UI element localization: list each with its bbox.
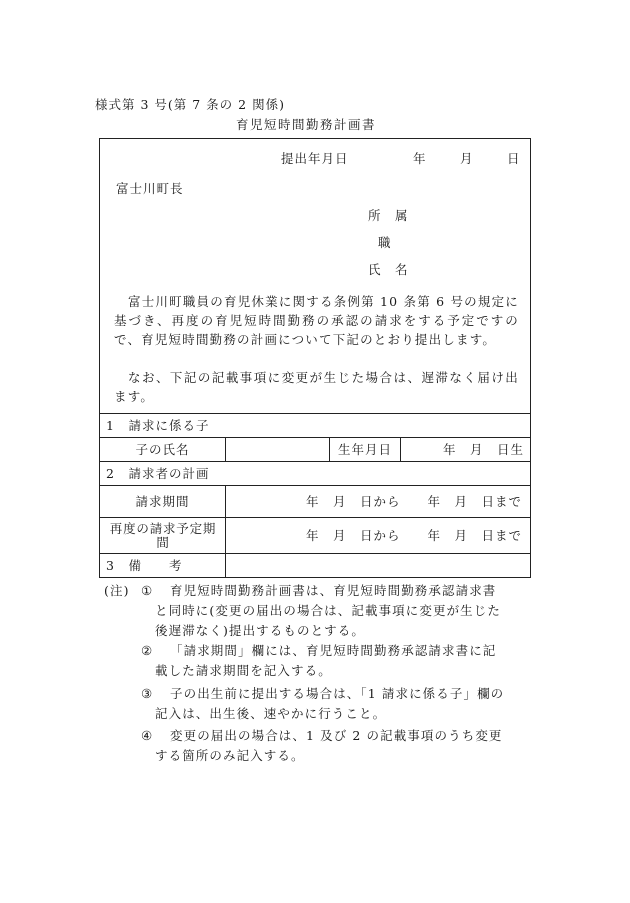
redo-period-label: 再度の請求予定期間 [109, 520, 217, 550]
redo-period-value[interactable]: 年 月 日から 年 月 日まで [305, 527, 522, 543]
birth-date-value[interactable]: 年 月 日生 [442, 441, 524, 457]
child-name-label: 子の氏名 [135, 441, 190, 457]
note-1-mark: ① [141, 583, 154, 598]
section-2-heading: 2 請求者の計画 [106, 465, 210, 481]
note-2-line-2: 載した請求期間を記入する。 [155, 663, 332, 678]
note-2-mark: ② [141, 643, 154, 658]
note-4-mark: ④ [141, 728, 154, 743]
request-period-label: 請求期間 [135, 493, 190, 509]
note-1-line-2: と同時に(変更の届出の場合は、記載事項に変更が生じた [155, 603, 501, 618]
form-label: 様式第 3 号(第 7 条の 2 関係) [95, 97, 285, 112]
date-year-label: 年 [413, 151, 427, 166]
note-3-mark: ③ [141, 686, 154, 701]
body-paragraph-2: なお、下記の記載事項に変更が生じた場合は、遅滞なく届け出ます。 [114, 370, 519, 404]
date-month-label: 月 [460, 151, 474, 166]
name-label: 氏 名 [368, 262, 409, 277]
body-paragraph-1: 富士川町職員の育児休業に関する条例第 10 条第 6 号の規定に基づき、再度の育児短時間勤務の承認の請求をする予定ですので、育児短時間勤務の計画について下記のとおり提出します。 [114, 294, 519, 347]
section-3-heading: 3 備 考 [106, 557, 183, 573]
request-period-value[interactable]: 年 月 日から 年 月 日まで [305, 493, 522, 509]
remarks-field[interactable] [226, 554, 530, 577]
note-1-line-1: 育児短時間勤務計画書は、育児短時間勤務承認請求書 [170, 583, 497, 598]
date-day-label: 日 [507, 151, 521, 166]
birth-date-label: 生年月日 [337, 441, 392, 457]
section-1-heading: 1 請求に係る子 [106, 417, 210, 433]
position-label: 職 [378, 235, 392, 250]
child-name-field[interactable] [226, 438, 329, 461]
notes-prefix: (注) [104, 583, 130, 598]
note-1-line-3: 後遅滞なく)提出するものとする。 [155, 623, 365, 638]
form-table [99, 138, 531, 578]
note-4-line-2: する箇所のみ記入する。 [155, 748, 305, 763]
note-3-line-2: 記入は、出生後、速やかに行うこと。 [155, 706, 387, 721]
note-3-line-1: 子の出生前に提出する場合は、「1 請求に係る子」欄の [170, 686, 505, 701]
addressee: 富士川町長 [116, 181, 184, 196]
document-title: 育児短時間勤務計画書 [236, 117, 377, 132]
submission-date-label: 提出年月日 [281, 151, 349, 166]
note-2-line-1: 「請求期間」欄には、育児短時間勤務承認請求書に記 [170, 643, 497, 658]
note-4-line-1: 変更の届出の場合は、1 及び 2 の記載事項のうち変更 [170, 728, 503, 743]
affiliation-label: 所 属 [368, 208, 409, 223]
